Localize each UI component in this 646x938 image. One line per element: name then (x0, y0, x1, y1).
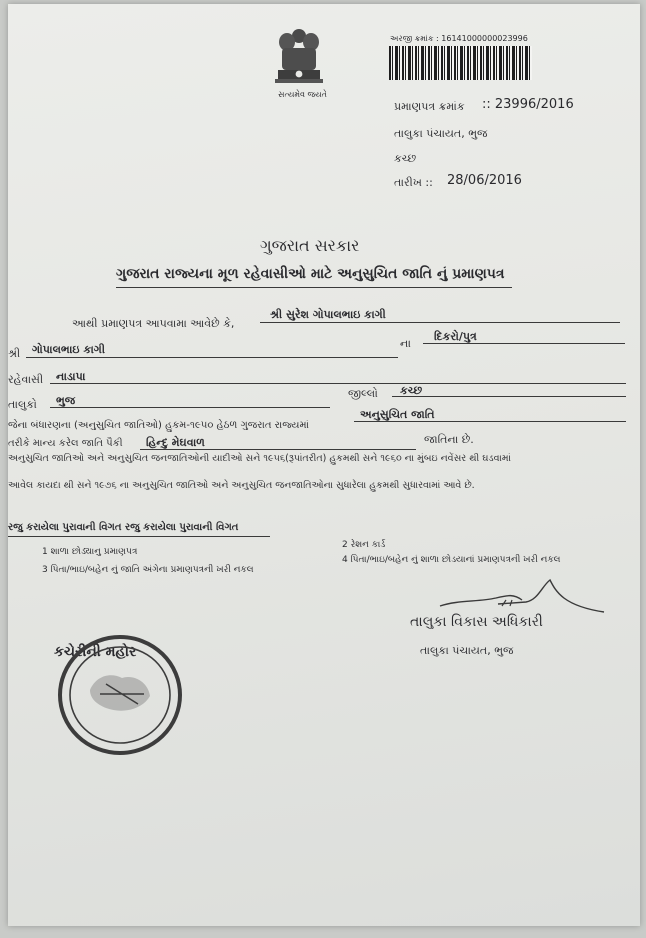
relation-value: દિકરો/પુત્ર (434, 330, 477, 343)
certificate-paper (8, 4, 640, 926)
caste-value: હિન્દુ મેઘવાળ (146, 436, 205, 449)
officer-title: તાલુકા વિકાસ અધિકારી (410, 614, 543, 630)
resident-value: નાડાપા (56, 370, 86, 383)
office-seal-icon (56, 634, 184, 756)
father-prefix: શ્રી (8, 347, 21, 360)
relation-prefix: ના (400, 337, 411, 350)
certificate-number: :: 23996/2016 (482, 97, 574, 112)
intro-label: આથી પ્રમાણપત્ર આપવામા આવેછે કે, (72, 317, 235, 330)
emblem-motto: સત્યમેવ જયતે (278, 90, 327, 99)
documents-heading-underline (8, 536, 270, 537)
document-item: 2 રેશન કાર્ડ (342, 540, 386, 550)
certificate-number-label: પ્રમાણપત્ર ક્રમાંક (394, 100, 465, 113)
resident-underline (50, 383, 626, 384)
title-underline (116, 287, 512, 288)
document-item: 1 શાળા છોડ્યાનુ પ્રમાણપત્ર (42, 547, 138, 557)
issue-date: 28/06/2016 (447, 173, 522, 188)
constitution-label: જેના બંધારણના (અનુસુચિત જાતિઓ) હુકમ-૧૯૫૦ હેઠળ ગુજરાત રાજ્યમાં (8, 420, 309, 431)
caste-underline (140, 449, 416, 450)
father-name: ગોપાલભાઇ કાગી (32, 343, 105, 356)
applicant-name: શ્રી સુરેશ ગોપાલભાઇ કાગી (270, 308, 386, 321)
seal-label: કચેરીની મહોર (54, 644, 137, 660)
name-underline (260, 322, 620, 323)
caste-suffix: જાતિના છે. (424, 433, 474, 446)
relation-underline (423, 343, 625, 344)
taluka-value: ભુજ (56, 394, 76, 407)
document-item: 3 પિતા/ભાઇ/બહેન નું જાતિ અંગેના પ્રમાણપત્રની ખરી નકલ (42, 565, 254, 575)
documents-heading: રજુ કરાયેલા પુરાવાની વિગત રજુ કરાયેલા પુરાવાની વિગત (8, 522, 239, 533)
barcode (389, 46, 532, 80)
taluka-underline (50, 407, 330, 408)
officer-office: તાલુકા પંચાયત, ભુજ (420, 644, 514, 657)
father-underline (26, 357, 398, 358)
certificate-title: ગુજરાત રાજ્યના મૂળ રહેવાસીઓ માટે અનુસુચિત જાતિ નું પ્રમાણપત્ર (116, 266, 505, 282)
application-number: અરજી ક્રમાંક : 16141000000023996 (390, 34, 528, 43)
document-item: 4 પિતા/ભાઇ/બહેન નું શાળા છોડયાનાં પ્રમાણપત્રની ખરી નકલ (342, 555, 561, 565)
recognized-label: તરીકે માન્ય કરેલ જાતિ પૈકી (8, 438, 123, 449)
district-value: કચ્છ (400, 384, 423, 397)
resident-label: રહેવાસી (8, 373, 44, 386)
category-underline (354, 421, 626, 422)
district-label: જીલ્લો (348, 387, 378, 400)
header-office: તાલુકા પંચાયત, ભુજ (394, 127, 488, 140)
ashoka-emblem-icon (270, 26, 328, 90)
body-text-line-1: અનુસુચિત જાતિઓ અને અનુસુચિત જનજાતિઓની યાદીઓ સને ૧૯૫૬(રૂપાંતરીત) હુકમથી સને ૧૯૬૦ ના મુંબઇ નવેંસર થી ઘડવામાં (8, 453, 511, 464)
district-underline (392, 396, 626, 397)
taluka-label: તાલુકો (8, 398, 37, 411)
date-label: તારીખ :: (394, 176, 433, 189)
header-district: કચ્છ (394, 152, 417, 165)
government-title: ગુજરાત સરકાર (260, 236, 360, 255)
body-text-line-2: આવેલ કાયદા થી સને ૧૯૭૬ ના અનુસુચિત જાતિઓ અને અનુસુચિત જનજાતિઓના સુધારેલા હુકમથી સુધારવામાં આવે છે. (8, 480, 475, 491)
category-value: અનુસુચિત જાતિ (360, 408, 435, 421)
